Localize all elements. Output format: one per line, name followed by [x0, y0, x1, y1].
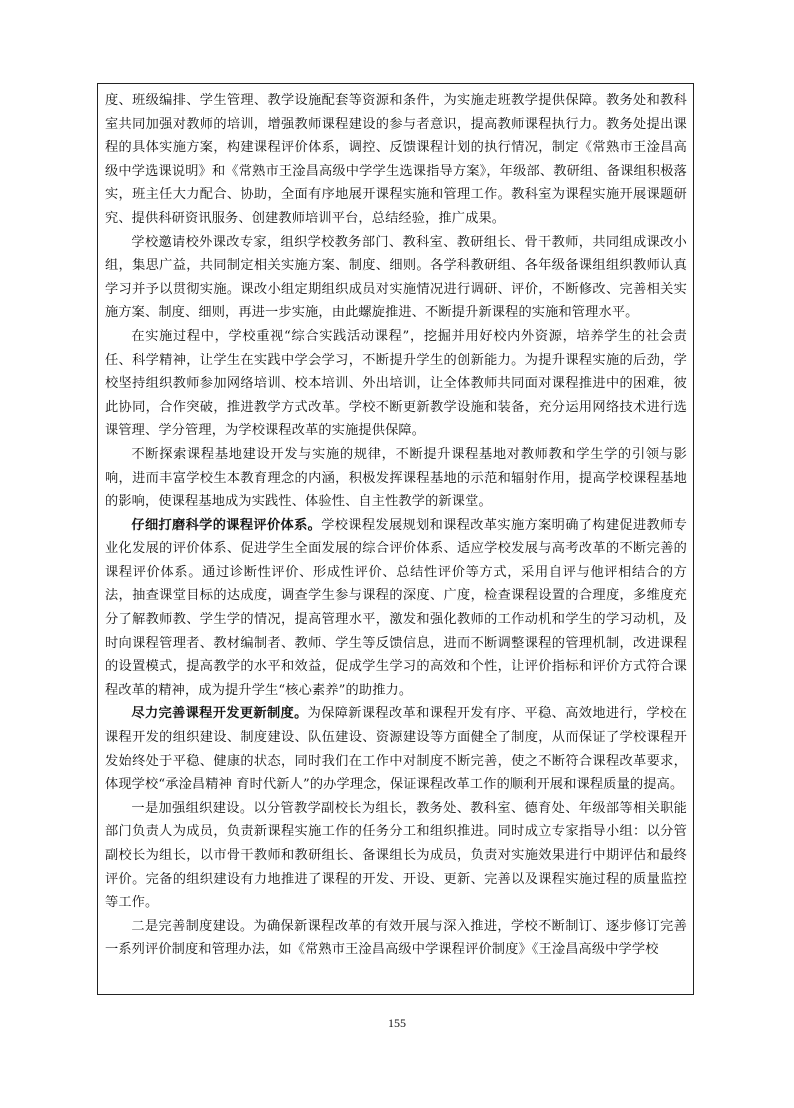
content-frame	[97, 83, 694, 995]
paragraph: 二是完善制度建设。为确保新课程改革的有效开展与深入推进，学校不断制订、逐步修订完善一系列评价制度和管理办法，如《常熟市王淦昌高级中学课程评价制度》《王淦昌高级中学学校	[105, 918, 687, 958]
paragraph: 尽力完善课程开发更新制度。为保障新课程改革和课程开发有序、平稳、高效地进行，学校在课程开发的组织建设、制度建设、队伍建设、资源建设等方面健全了制度，从而保证了学校课程开发始终处于平稳、健康的状态，同时我们在工作中对制度不断完善，使之不断符合课程改革要求，体现学校“承淦昌精神 育时代新人”的办学理念，保证课程改革工作的顺利开展和课程质量的提高。	[105, 706, 688, 793]
page-number: 155	[388, 1016, 406, 1030]
paragraph-lead: 仔细打磨科学的课程评价体系。	[131, 517, 322, 533]
paragraph-lead: 尽力完善课程开发更新制度。	[131, 706, 308, 722]
paragraph: 一是加强组织建设。以分管教学副校长为组长，教务处、教科室、德育处、年级部等相关职能部门负责人为成员，负责新课程实施工作的任务分工和组织推进。同时成立专家指导小组：以分管副校长为组长，以市骨干教师和教研组长、备课组长为成员，负责对实施效果进行中期评估和最终评价。完备的组织建设有力地推进了课程的开发、开设、更新、完善以及课程实施过程的质量监控等工作。	[105, 800, 687, 911]
paragraph: 不断探索课程基地建设开发与实施的规律，不断提升课程基地对教师教和学生学的引领与影响，进而丰富学校生本教育理念的内涵，积极发挥课程基地的示范和辐射作用，提高学校课程基地的影响，使课程基地成为实践性、体验性、自主性教学的新课堂。	[105, 446, 687, 510]
paragraph: 在实施过程中，学校重视“综合实践活动课程”，挖掘并用好校内外资源，培养学生的社会责任、科学精神，让学生在实践中学会学习，不断提升学生的创新能力。为提升课程实施的后劲，学校坚持组织教师参加网络培训、校本培训、外出培训，让全体教师共同面对课程推进中的困难，彼此协同，合作突破，推进教学方式改革。学校不断更新教学设施和装备，充分运用网络技术进行选课管理、学分管理，为学校课程改革的实施提供保障。	[105, 328, 687, 439]
paragraph: 学校邀请校外课改专家，组织学校教务部门、教科室、教研组长、骨干教师，共同组成课改小组，集思广益，共同制定相关实施方案、制度、细则。各学科教研组、各年级备课组组织教师认真学习并予以贯彻实施。课改小组定期组织成员对实施情况进行调研、评价，不断修改、完善相关实施方案、制度、细则，再进一步实施，由此螺旋推进、不断提升新课程的实施和管理水平。	[105, 234, 687, 321]
paragraph: 仔细打磨科学的课程评价体系。学校课程发展规划和课程改革实施方案明确了构建促进教师专业化发展的评价体系、促进学生全面发展的综合评价体系、适应学校发展与高考改革的不断完善的课程评价体系。通过诊断性评价、形成性评价、总结性评价等方式，采用自评与他评相结合的方法，抽查课堂目标的达成度，调查学生参与课程的深度、广度，检查课程设置的合理度，多维度充分了解教师教、学生学的情况，提高管理水平，激发和强化教师的工作动机和学生的学习动机，及时向课程管理者、教材编制者、教师、学生等反馈信息，进而不断调整课程的管理机制，改进课程的设置模式，提高教学的水平和效益，促成学生学习的高效和个性，让评价指标和评价方式符合课程改革的精神，成为提升学生“核心素养”的助推力。	[105, 517, 687, 698]
paragraph: 度、班级编排、学生管理、教学设施配套等资源和条件，为实施走班教学提供保障。教务处和教科室共同加强对教师的培训，增强教师课程建设的参与者意识，提高教师课程执行力。教务处提出课程的具体实施方案，构建课程评价体系，调控、反馈课程计划的执行情况，制定《常熟市王淦昌高级中学选课说明》和《常熟市王淦昌高级中学学生选课指导方案》，年级部、教研组、备课组积极落实，班主任大力配合、协助，全面有序地展开课程实施和管理工作。教科室为课程实施开展课题研究、提供科研资讯服务、创建教师培训平台，总结经验，推广成果。	[105, 93, 687, 226]
